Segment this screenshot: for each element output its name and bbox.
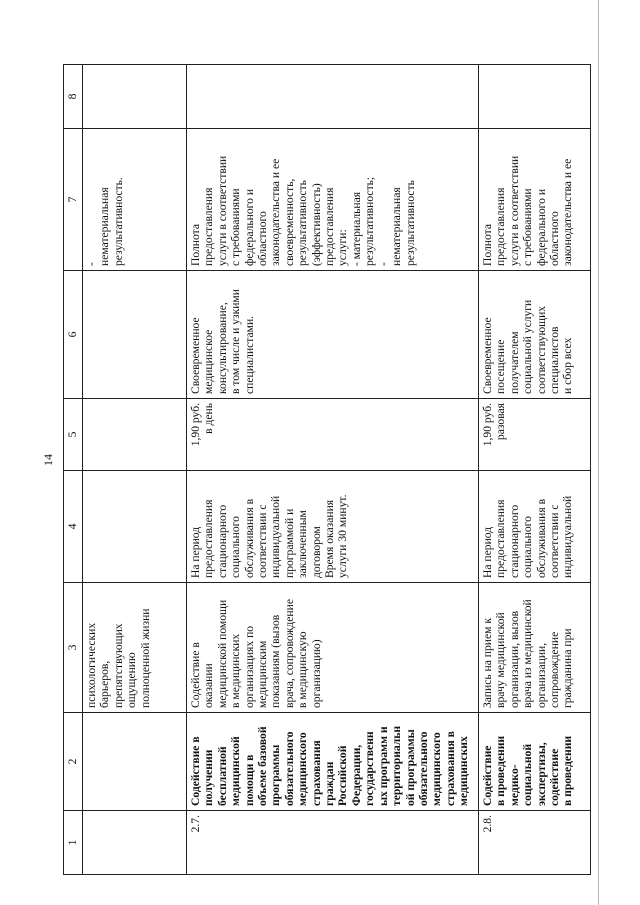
service-description: психологических барьеров, препятствующих ощущению полноценной жизни <box>83 583 187 713</box>
service-description: Запись на прием к врачу медицинской организации, вызов врача из медицинской организации, сопровождение гражданина при <box>479 583 591 713</box>
scan-edge <box>598 0 599 905</box>
service-number: 2.7. <box>187 811 479 875</box>
service-terms: На период предоставления стационарного социального обслуживания в соответствии с индивидуальной <box>479 471 591 583</box>
service-price: 1,90 руб. разовая <box>479 399 591 471</box>
service-name: Содействие в проведении медико- социальной экспертизы, содействие в проведении <box>479 713 591 811</box>
service-number: 2.8. <box>479 811 591 875</box>
service-name: Содействие в получении бесплатной медицинской помощи в объеме базовой программы обязательного медицинского страхования граждан Российской Федерации, государственн ых программ и территориальн ой программы обязательного медицинского страхования в медицинских <box>187 713 479 811</box>
column-number: 7 <box>64 129 83 271</box>
column-number: 8 <box>64 65 83 129</box>
service-quality: - нематериальная результативность. <box>83 129 187 271</box>
service-extra <box>479 65 591 129</box>
service-indicators: Своевременное посещение получателем социальной услуги соответствующих специалистов и сбор всех <box>479 271 591 399</box>
service-terms <box>83 471 187 583</box>
service-quality: Полнота предоставления услуги в соответствии с требованиями федерального и областного законодательства и ее <box>479 129 591 271</box>
table-row <box>83 65 187 875</box>
page-number: 14 <box>41 454 55 466</box>
column-number: 1 <box>64 811 83 875</box>
service-indicators: Своевременное медицинское консультирование, в том числе и узкими специалистами. <box>187 271 479 399</box>
service-price: 1,90 руб. в день <box>187 399 479 471</box>
column-number: 4 <box>64 471 83 583</box>
service-extra <box>187 65 479 129</box>
column-number-row <box>64 65 83 875</box>
table-row <box>479 65 591 875</box>
rotated-page <box>33 65 593 875</box>
service-extra <box>83 65 187 129</box>
column-number: 5 <box>64 399 83 471</box>
service-description: Содействие в оказании медицинской помощи в медицинских организациях по медицинским показаниям (вызов врача, сопровождение в медицинскую организацию) <box>187 583 479 713</box>
service-number <box>83 811 187 875</box>
services-table <box>63 64 591 875</box>
service-indicators <box>83 271 187 399</box>
service-price <box>83 399 187 471</box>
service-name <box>83 713 187 811</box>
table-row <box>187 65 479 875</box>
column-number: 3 <box>64 583 83 713</box>
column-number: 6 <box>64 271 83 399</box>
service-quality: Полнота предоставления услуги в соответствии с требованиями федерального и областного законодательства и ее своевременность, результативность (эффективность) предоставления услуги: - материальная результативность; - нематериальная результативность <box>187 129 479 271</box>
service-terms: На период предоставления стационарного социального обслуживания в соответствии с индивидуальной программой и заключенным договором Время оказания услуги 30 минут. <box>187 471 479 583</box>
column-number: 2 <box>64 713 83 811</box>
